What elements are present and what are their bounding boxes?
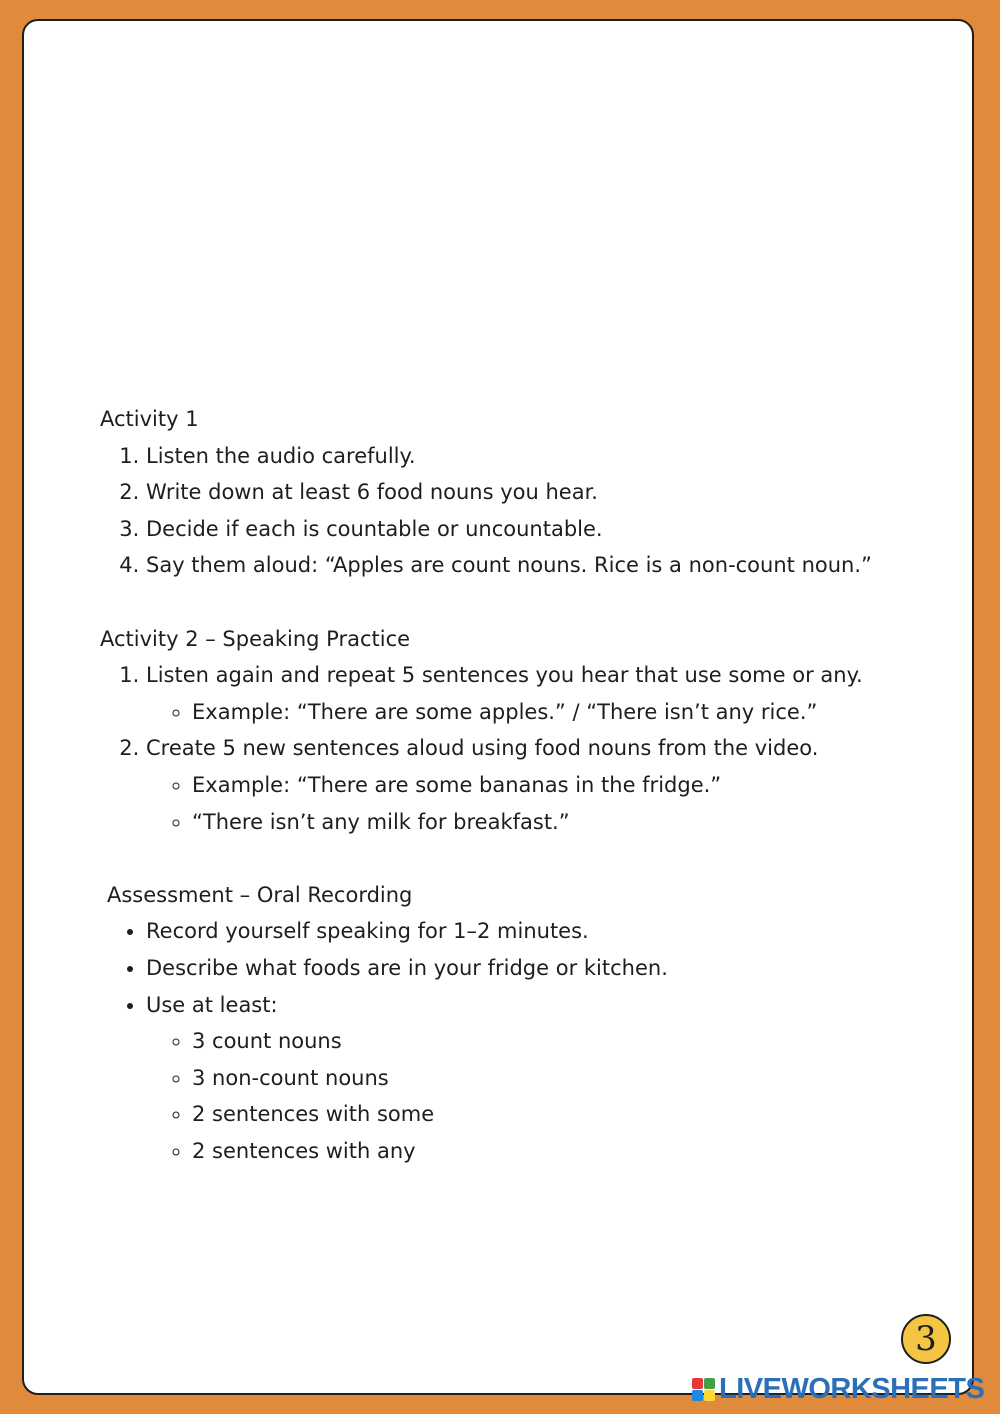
step-text: Listen again and repeat 5 sentences you hear that use some or any. — [146, 663, 863, 688]
page-number: 3 — [915, 1319, 937, 1359]
activity-1-title: Activity 1 — [100, 407, 199, 431]
requirement-item: ◦ 3 non-count nouns — [192, 1060, 900, 1097]
list-item — [146, 657, 900, 730]
section-gap — [100, 584, 900, 621]
activity-2-title: Activity 2 – Speaking Practice — [100, 626, 411, 651]
list-item — [146, 730, 900, 840]
list-item — [146, 987, 900, 1170]
step-text: Create 5 new sentences aloud using food nouns from the video. — [146, 736, 819, 761]
liveworksheets-watermark — [692, 1374, 984, 1404]
worksheet-content — [100, 401, 900, 1169]
list-item: • Describe what foods are in your fridge or kitchen. — [146, 950, 900, 987]
liveworksheets-logo-icon — [692, 1378, 715, 1401]
list-item: • Record yourself speaking for 1–2 minutes. — [146, 913, 900, 950]
section-gap — [100, 840, 900, 877]
requirement-item: ◦ 2 sentences with any — [192, 1133, 900, 1170]
item-text: Use at least: — [146, 992, 278, 1017]
list-item: 1. Listen the audio carefully. — [146, 438, 900, 475]
list-item: 4. Say them aloud: “Apples are count nouns. Rice is a non-count noun.” — [146, 547, 900, 584]
example-item: ◦ “There isn’t any milk for breakfast.” — [192, 804, 900, 841]
example-list — [146, 694, 900, 731]
list-item: 2. Write down at least 6 food nouns you hear. — [146, 474, 900, 511]
assessment-list — [100, 913, 900, 1169]
requirement-item: ◦ 2 sentences with some — [192, 1096, 900, 1133]
example-item: ◦ Example: “There are some bananas in the fridge.” — [192, 767, 900, 804]
requirement-item: ◦ 3 count nouns — [192, 1023, 900, 1060]
example-item: ◦ Example: “There are some apples.” / “There isn’t any rice.” — [192, 694, 900, 731]
list-item: 3. Decide if each is countable or uncountable. — [146, 511, 900, 548]
assessment-title: Assessment – Oral Recording — [107, 882, 413, 907]
activity-2-steps — [100, 657, 900, 840]
requirements-list — [146, 1023, 900, 1169]
example-list — [146, 767, 900, 840]
page-number-badge — [901, 1314, 951, 1364]
activity-1-steps — [100, 438, 900, 584]
watermark-text: LIVEWORKSHEETS — [719, 1372, 985, 1405]
